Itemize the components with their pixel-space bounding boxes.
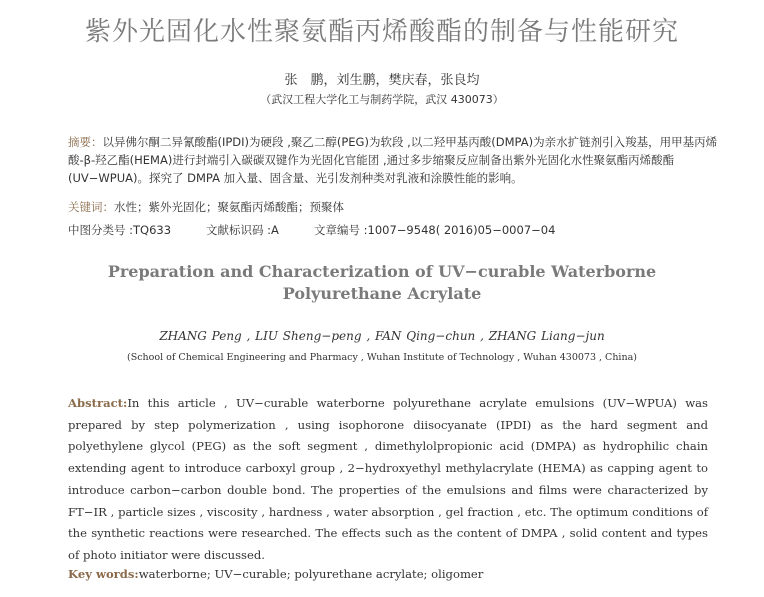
class-number: 中图分类号 :TQ633	[68, 223, 172, 237]
article-number: 文章编号 :1007−9548( 2016)05−0007−04	[314, 223, 556, 237]
chinese-affiliation: （武汉工程大学化工与制药学院，武汉 430073）	[260, 93, 504, 106]
chinese-keywords-label: 关键词：	[68, 200, 114, 214]
english-affiliation: (School of Chemical Engineering and Pharmacy , Wuhan Institute of Technology , Wuhan 430073 , China)	[127, 352, 637, 363]
english-title	[0, 261, 764, 305]
english-keywords-label: Key words:	[68, 567, 139, 581]
chinese-abstract-label: 摘要：	[68, 135, 103, 149]
article-metadata	[68, 222, 718, 238]
english-abstract-label: Abstract:	[68, 396, 128, 410]
chinese-authors: 张 鹏，刘生鹏，樊庆春，张良均	[284, 73, 480, 88]
english-title-line-2: Polyurethane Acrylate	[282, 284, 482, 303]
english-keywords-text: waterborne; UV−curable; polyurethane acrylate; oligomer	[138, 567, 484, 581]
english-abstract	[68, 393, 708, 567]
chinese-keywords-text: 水性；紫外光固化；聚氨酯丙烯酸酯；预聚体	[114, 200, 344, 214]
chinese-title: 紫外光固化水性聚氨酯丙烯酸酯的制备与性能研究	[84, 17, 679, 47]
chinese-abstract	[68, 133, 718, 187]
document-code: 文献标识码 :A	[206, 223, 279, 237]
chinese-abstract-text: 以异佛尔酮二异氰酸酯(IPDI)为硬段 ,聚乙二醇(PEG)为软段 ,以二羟甲基丙酸(DMPA)为亲水扩链剂引入羧基，用甲基丙烯酸-β-羟乙酯(HEMA)进行封端引入碳碳双键作为光固化官能团 ,通过多步缩聚反应制备出紫外光固化水性聚氨酯丙烯酸酯(UV−WPUA)。探究了 DMPA 加入量、固含量、光引发剂种类对乳液和涂膜性能的影响。	[68, 135, 718, 185]
english-keywords	[68, 567, 708, 581]
chinese-keywords	[68, 199, 718, 215]
english-title-line-1: Preparation and Characterization of UV−curable Waterborne	[107, 262, 657, 281]
english-authors: ZHANG Peng , LIU Sheng−peng , FAN Qing−chun , ZHANG Liang−jun	[159, 329, 605, 343]
english-abstract-text: In this article , UV−curable waterborne polyurethane acrylate emulsions (UV−WPUA) was prepared by step polymerization , using isophorone diisocyanate (IPDI) as the hard segment and polyethylene glycol (PEG) as the soft segment , dimethylolpropionic acid (DMPA) as hydrophilic chain extending agent to introduce carboxyl group , 2−hydroxyethyl methylacrylate (HEMA) as capping agent to introduce carbon−carbon double bond. The properties of the emulsions and films were characterized by FT−IR , particle sizes , viscosity , hardness , water absorption , gel fraction , etc. The optimum conditions of the synthetic reactions were researched. The effects such as the content of DMPA , solid content and types of photo initiator were discussed.	[68, 396, 708, 562]
